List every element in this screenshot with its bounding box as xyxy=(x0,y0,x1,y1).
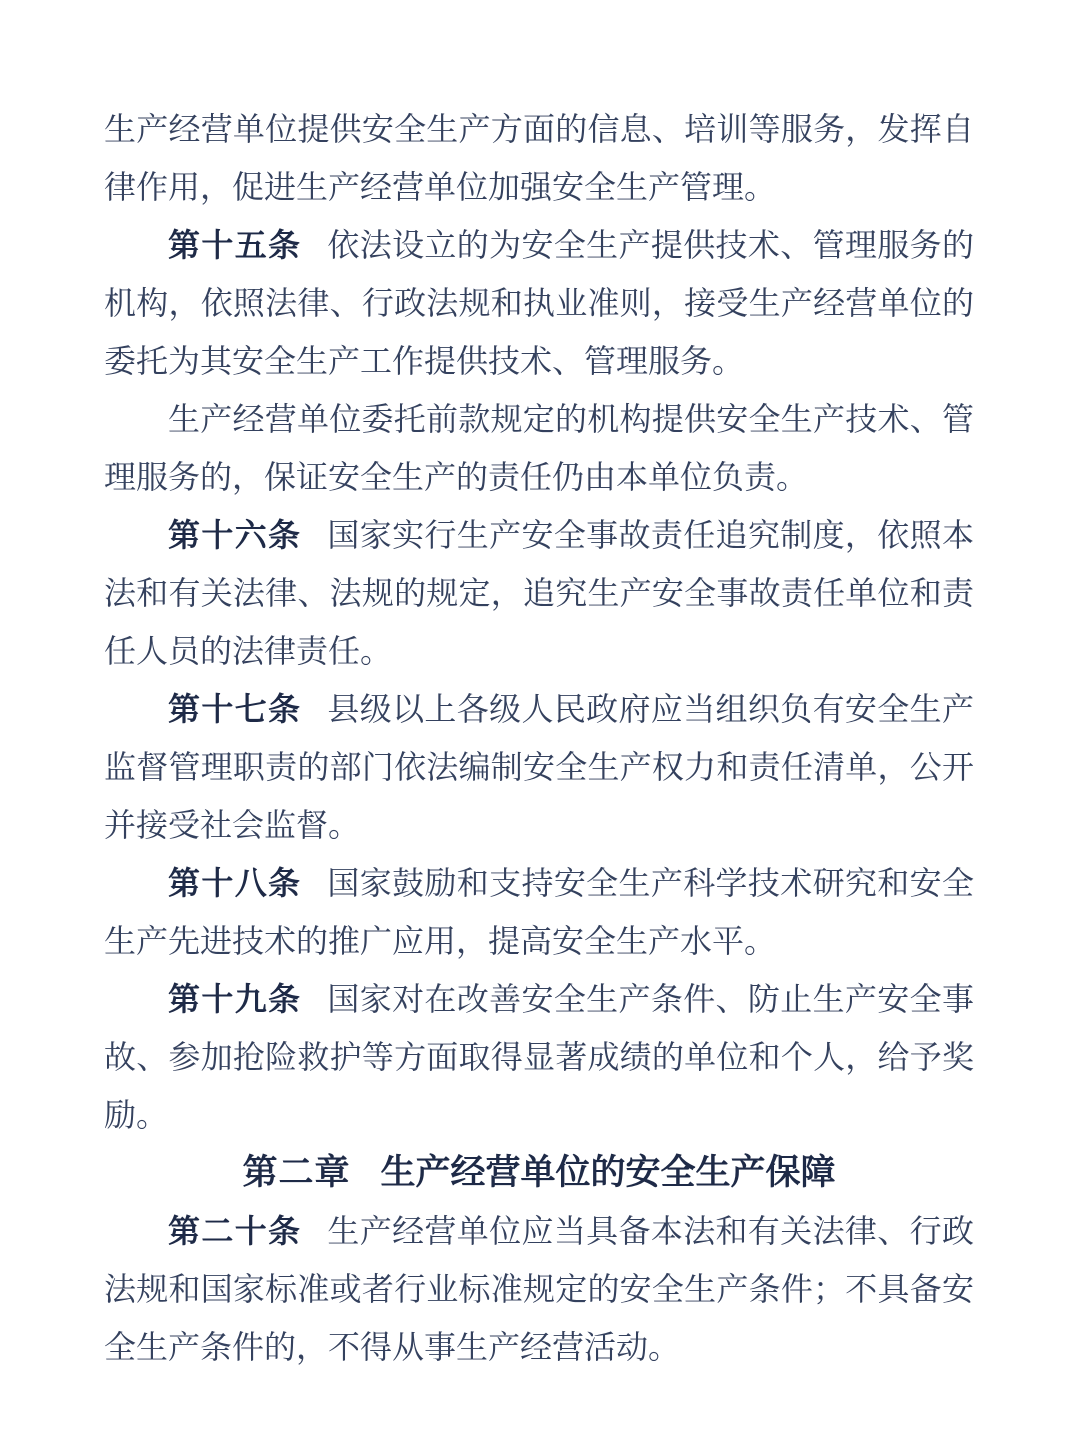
chapter-2-title: 生产经营单位的安全生产保障 xyxy=(380,1153,836,1192)
article-17-number: 第十七条 xyxy=(168,691,302,727)
paragraph-continuation xyxy=(104,100,974,216)
article-20-text: 生产经营单位应当具备本法和有关法律、行政法规和国家标准或者行业标准规定的安全生产条件；不具备安全生产条件的，不得从事生产经营活动。 xyxy=(104,1213,974,1365)
article-18-number: 第十八条 xyxy=(168,865,302,901)
article-19-paragraph xyxy=(104,970,974,1144)
article-16-number: 第十六条 xyxy=(168,517,302,553)
article-15-text: 依法设立的为安全生产提供技术、管理服务的机构，依照法律、行政法规和执业准则，接受生产经营单位的委托为其安全生产工作提供技术、管理服务。 xyxy=(104,227,974,379)
article-15-paragraph xyxy=(104,216,974,390)
article-18-paragraph xyxy=(104,854,974,970)
article-19-number: 第十九条 xyxy=(168,981,302,1017)
article-15-number: 第十五条 xyxy=(168,227,302,263)
article-20-number: 第二十条 xyxy=(168,1213,302,1249)
paragraph-text: 生产经营单位提供安全生产方面的信息、培训等服务，发挥自律作用，促进生产经营单位加强安全生产管理。 xyxy=(104,111,974,205)
chapter-2-number: 第二章 xyxy=(242,1153,351,1192)
article-15-second-paragraph xyxy=(104,390,974,506)
article-17-text: 县级以上各级人民政府应当组织负有安全生产监督管理职责的部门依法编制安全生产权力和责任清单，公开并接受社会监督。 xyxy=(104,691,974,843)
chapter-2-heading xyxy=(104,1144,974,1202)
article-18-text: 国家鼓励和支持安全生产科学技术研究和安全生产先进技术的推广应用，提高安全生产水平。 xyxy=(104,865,974,959)
article-16-text: 国家实行生产安全事故责任追究制度，依照本法和有关法律、法规的规定，追究生产安全事故责任单位和责任人员的法律责任。 xyxy=(104,517,974,669)
article-16-paragraph xyxy=(104,506,974,680)
article-20-paragraph xyxy=(104,1202,974,1376)
paragraph-text: 生产经营单位委托前款规定的机构提供安全生产技术、管理服务的，保证安全生产的责任仍由本单位负责。 xyxy=(104,401,974,495)
article-17-paragraph xyxy=(104,680,974,854)
article-19-text: 国家对在改善安全生产条件、防止生产安全事故、参加抢险救护等方面取得显著成绩的单位和个人，给予奖励。 xyxy=(104,981,974,1133)
